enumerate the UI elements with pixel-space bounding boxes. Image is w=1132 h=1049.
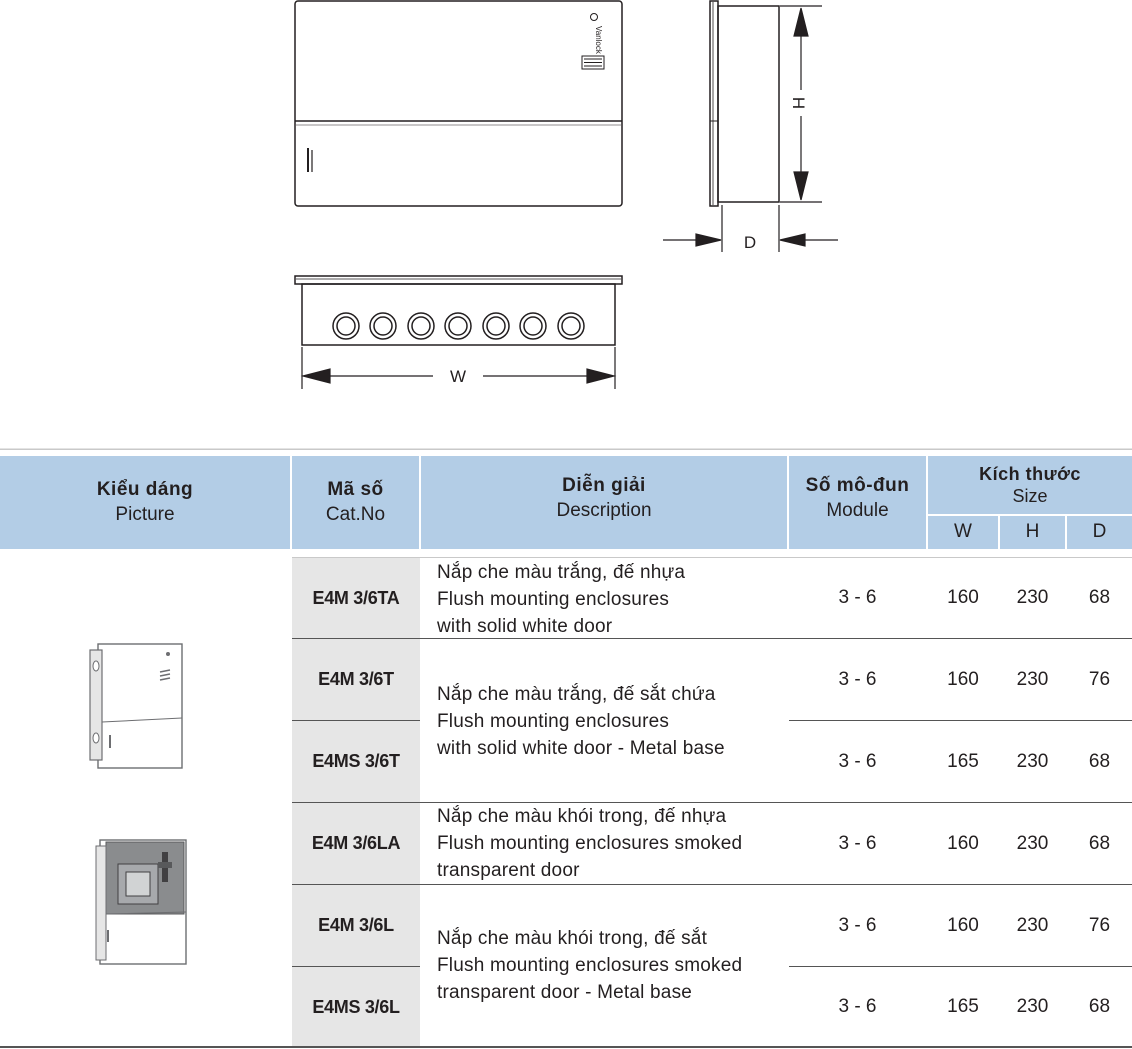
description-line: transparent door — [437, 860, 580, 881]
header-picture — [0, 456, 290, 549]
description-cell — [437, 925, 787, 1006]
size-d-cell: 68 — [1088, 587, 1111, 608]
size-w-cell: 160 — [947, 587, 979, 608]
module-cell: 3 - 6 — [838, 668, 877, 690]
size-d-cell: 76 — [1088, 914, 1111, 936]
size-d-cell: 76 — [1088, 668, 1111, 690]
module-cell: 3 - 6 — [838, 832, 877, 854]
product-image-smoked-door — [88, 836, 188, 966]
header-w: W — [954, 521, 972, 542]
header-size-vi: Kích thước — [979, 463, 1081, 484]
cat-no-cell: E4M 3/6LA — [311, 833, 401, 853]
module-cell: 3 - 6 — [838, 996, 877, 1017]
description-line: Nắp che màu trắng, đế sắt chứa — [437, 684, 716, 705]
module-cell: 3 - 6 — [838, 587, 877, 608]
module-cell: 3 - 6 — [838, 750, 877, 772]
size-d-cell: 68 — [1088, 996, 1111, 1017]
size-w-cell: 165 — [947, 996, 979, 1017]
description-line: Flush mounting enclosures — [437, 589, 670, 610]
header-h: H — [1025, 521, 1040, 542]
description-line: Nắp che màu khói trong, đế sắt — [437, 928, 708, 949]
header-cat-no — [292, 456, 419, 549]
product-image-white-door — [80, 640, 190, 770]
size-w-cell: 165 — [947, 750, 979, 772]
h-label: H — [789, 96, 808, 110]
size-w-cell: 160 — [947, 832, 979, 854]
front-view — [295, 1, 622, 206]
size-h-cell: 230 — [1016, 914, 1049, 936]
brand-text: Vanlock — [594, 26, 603, 54]
header-size-en: Size — [1012, 485, 1048, 506]
size-d-cell: 68 — [1088, 832, 1111, 854]
size-w-cell: 160 — [947, 914, 979, 936]
description-line: Flush mounting enclosures — [437, 711, 670, 732]
description-line: Flush mounting enclosures smoked — [437, 955, 743, 976]
description-line: Flush mounting enclosures smoked — [437, 833, 743, 854]
cat-no-cell: E4M 3/6L — [318, 915, 394, 935]
size-h-cell: 230 — [1016, 996, 1049, 1017]
description-cell — [437, 803, 787, 884]
header-cat-vi: Mã số — [327, 479, 384, 500]
cat-no-cell: E4M 3/6T — [318, 669, 394, 689]
header-size — [928, 456, 1132, 514]
header-module-vi: Số mô-đun — [805, 475, 910, 496]
header-desc-en: Description — [556, 500, 652, 521]
technical-drawing — [0, 0, 1132, 450]
size-d-cell: 68 — [1088, 750, 1111, 772]
description-line: with solid white door — [437, 616, 613, 637]
header-description — [421, 452, 787, 545]
header-d: D — [1092, 521, 1107, 542]
size-h-cell: 230 — [1016, 832, 1049, 854]
header-picture-vi: Kiểu dáng — [96, 479, 194, 500]
header-picture-en: Picture — [115, 504, 175, 525]
cat-no-cell: E4MS 3/6L — [312, 996, 400, 1017]
side-view — [710, 1, 779, 206]
cat-no-cell: E4MS 3/6T — [312, 751, 400, 771]
top-view — [295, 276, 622, 345]
d-label: D — [743, 233, 757, 252]
description-cell — [437, 559, 787, 640]
description-line: Nắp che màu khói trong, đế nhựa — [437, 806, 727, 827]
size-h-cell: 230 — [1016, 668, 1049, 690]
description-line: transparent door - Metal base — [437, 982, 693, 1003]
description-line: Nắp che màu trắng, đế nhựa — [437, 562, 686, 583]
module-cell: 3 - 6 — [838, 914, 877, 936]
cat-no-cell: E4M 3/6TA — [312, 587, 400, 608]
size-h-cell: 230 — [1016, 587, 1049, 608]
header-desc-vi: Diễn giải — [562, 475, 646, 496]
description-line: with solid white door - Metal base — [437, 738, 725, 759]
header-module — [789, 452, 926, 545]
header-module-en: Module — [826, 500, 889, 521]
size-w-cell: 160 — [947, 668, 979, 690]
header-cat-en: Cat.No — [325, 504, 386, 525]
description-cell — [437, 681, 787, 762]
w-label: W — [449, 367, 467, 386]
size-h-cell: 230 — [1016, 750, 1049, 772]
